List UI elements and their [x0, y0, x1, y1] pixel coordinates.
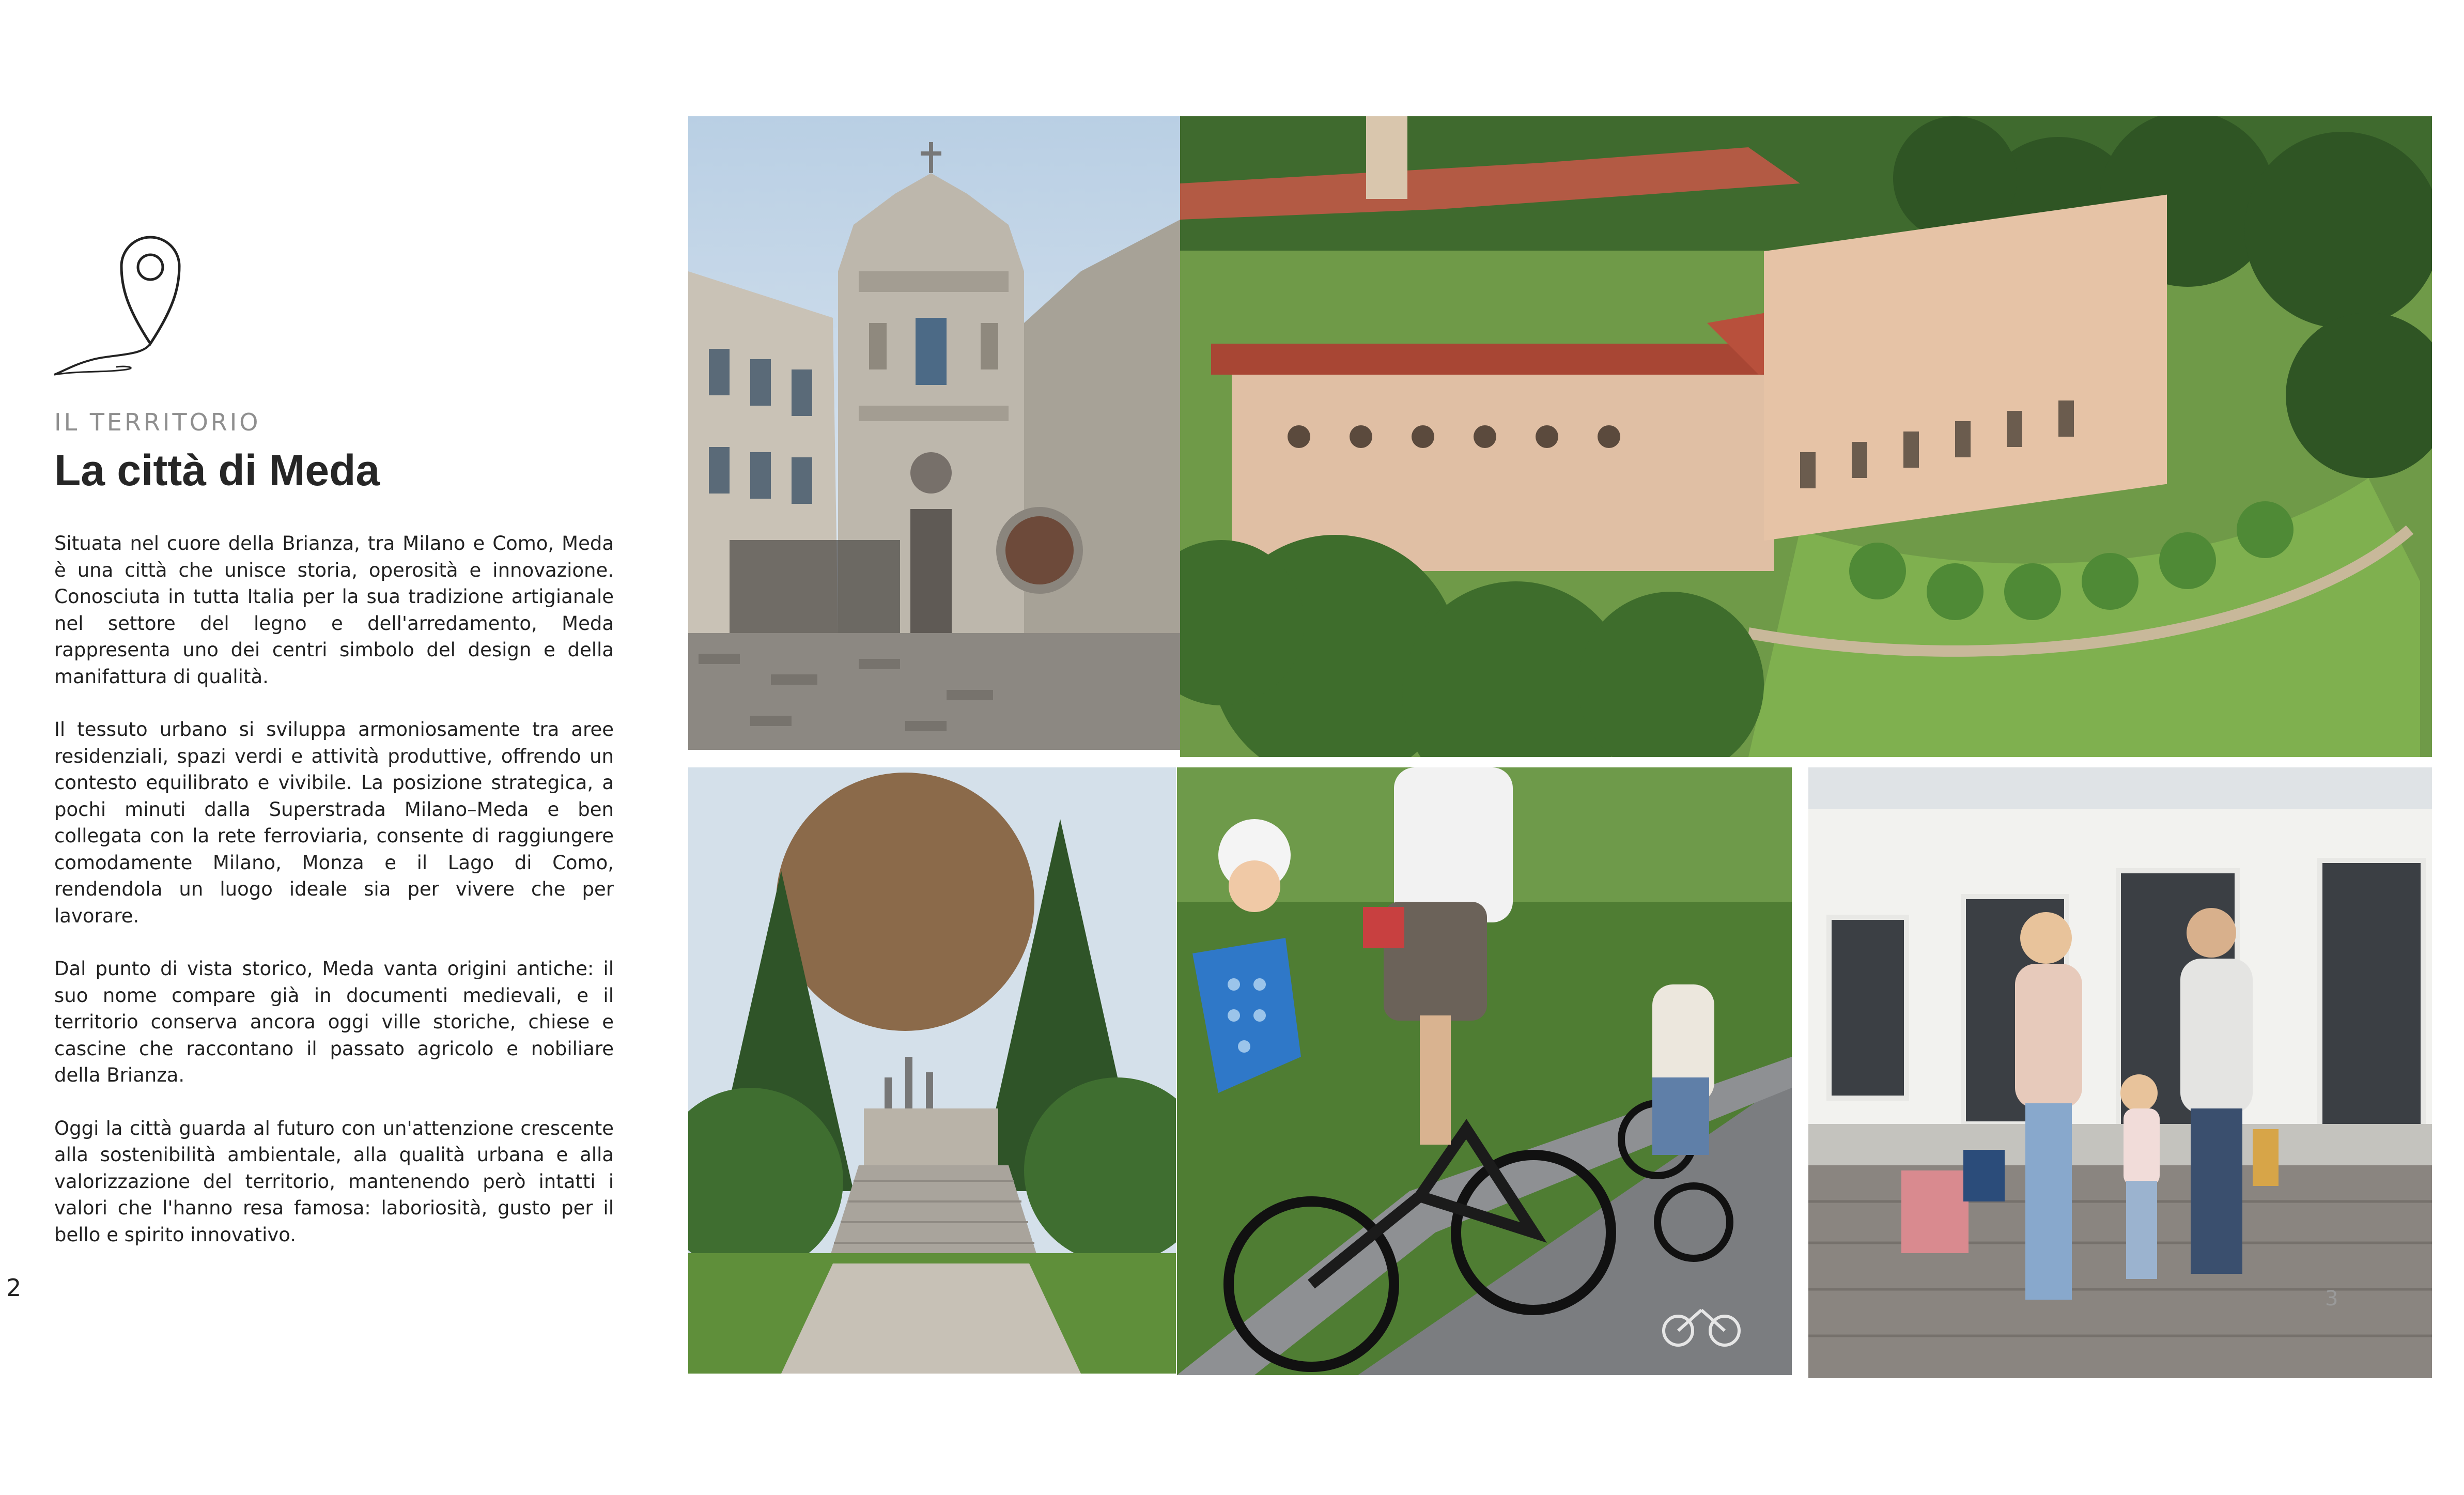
paragraph: Il tessuto urbano si sviluppa armoniosamente tra aree residenziali, spazi verdi e attività produttive, offrendo un contesto equilibrato e vivibile. La posizione strategica, a pochi minuti dalla Superstrada Milano–Meda e ben collegata con la rete ferroviaria, consente di raggiungere comodamente Milano, Monza e il Lago di Como, rendendola un luogo ideale sia per vivere che per lavorare.: [54, 718, 614, 927]
park-monument-photo: [688, 767, 1176, 1374]
church-photo: [688, 116, 1180, 750]
page-number-left: 2: [6, 1274, 22, 1302]
paragraph: Situata nel cuore della Brianza, tra Milano e Como, Meda è una città che unisce storia, operosità e innovazione. Conosciuta in tutta Italia per la sua tradizione artigianale nel settore del legno e dell'arredamento, Meda rappresenta uno dei centri simbolo del design e della manifattura di qualità.: [54, 532, 614, 688]
section-kicker: IL TERRITORIO: [54, 408, 261, 436]
page-title: La città di Meda: [54, 446, 380, 495]
location-pin-icon: [49, 225, 214, 390]
body-text: [54, 530, 614, 1274]
paragraph: Oggi la città guarda al futuro con un'attenzione crescente alla sostenibilità ambientale, alla qualità urbana e alla valorizzazione del territorio, mantenendo però intatti i valori che l'hanno resa famosa: laboriosità, gusto per il bello e spirito innovativo.: [54, 1117, 614, 1246]
family-cycling-photo: [1177, 767, 1792, 1375]
villa-aerial-photo: [1180, 116, 2432, 757]
family-shopping-photo: [1808, 767, 2432, 1378]
paragraph: Dal punto di vista storico, Meda vanta origini antiche: il suo nome compare già in documenti medievali, e il territorio conserva ancora oggi ville storiche, chiese e cascine che raccontano il passato agricolo e nobiliare della Brianza.: [54, 958, 614, 1086]
page-number-right: 3: [2325, 1287, 2338, 1311]
